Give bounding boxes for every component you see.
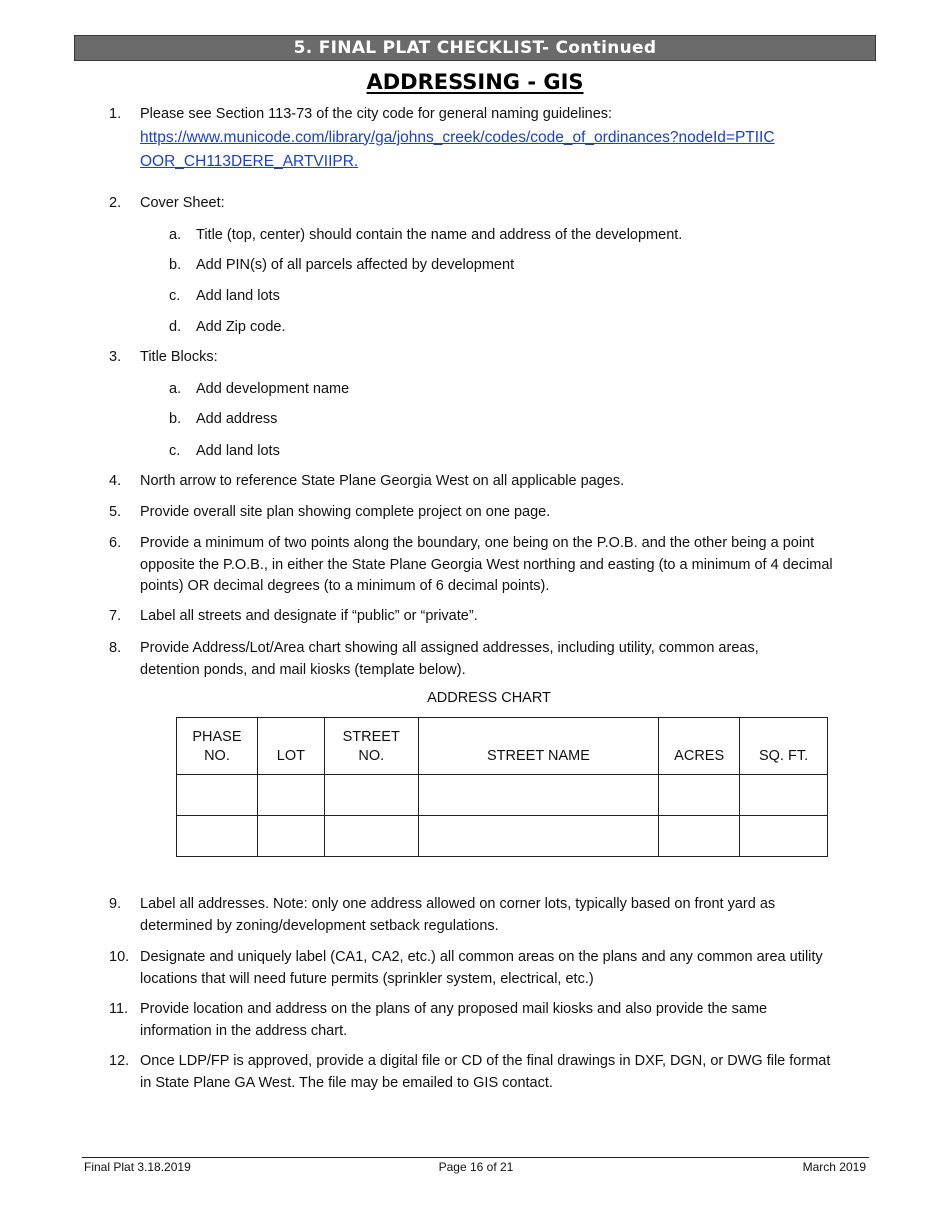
- sub-item-letter: c.: [169, 443, 181, 459]
- table-cell: [324, 816, 418, 857]
- municode-link-continued[interactable]: OOR_CH113DERE_ARTVIIPR.: [140, 152, 359, 170]
- column-header: ACRES: [659, 718, 740, 775]
- table-cell: [324, 775, 418, 816]
- item-text: Title Blocks:: [140, 349, 218, 365]
- sub-item-text: Add PIN(s) of all parcels affected by development: [196, 257, 515, 273]
- item-text: Provide a minimum of two points along the boundary, one being on the P.O.B. and the other being a point opposite the P.O.B., in either the State Plane Georgia West northing and easting (to a minimum of 4 decimal points) OR decimal degrees (to a minimum of 6 decimal points).: [140, 535, 833, 594]
- table-row: [177, 775, 828, 816]
- table-row: [177, 816, 828, 857]
- item-text: Provide overall site plan showing complete project on one page.: [140, 504, 551, 520]
- footer-doc-name: Final Plat 3.18.2019: [84, 1160, 191, 1174]
- item-text: Designate and uniquely label (CA1, CA2, etc.) all common areas on the plans and any common area utility locations that will need future permits (sprinkler system, electrical, etc.): [140, 949, 823, 987]
- column-header: STREET NAME: [418, 718, 659, 775]
- item-number: 12.: [109, 1053, 130, 1069]
- sub-item-letter: b.: [169, 257, 182, 273]
- address-chart-table: [176, 717, 828, 857]
- sub-item-letter: b.: [169, 411, 182, 427]
- item-text: Cover Sheet:: [140, 195, 225, 211]
- table-cell: [740, 816, 828, 857]
- item-text: Once LDP/FP is approved, provide a digital file or CD of the final drawings in DXF, DGN, or DWG file format in State Plane GA West. The file may be emailed to GIS contact.: [140, 1053, 831, 1091]
- item-text: Provide Address/Lot/Area chart showing all assigned addresses, including utility, common areas, detention ponds, and mail kiosks (template below).: [140, 640, 759, 678]
- municode-link[interactable]: https://www.municode.com/library/ga/johns_creek/codes/code_of_ordinances?nodeId=PTIIC: [140, 128, 775, 146]
- table-cell: [659, 775, 740, 816]
- footer-page-number: Page 16 of 21: [438, 1160, 514, 1174]
- item-text: Provide location and address on the plans of any proposed mail kiosks and also provide the same information in the address chart.: [140, 1001, 768, 1039]
- address-chart-caption: ADDRESS CHART: [427, 690, 551, 706]
- column-header: PHASE NO.: [177, 718, 258, 775]
- sub-item-text: Title (top, center) should contain the name and address of the development.: [196, 227, 683, 243]
- sub-item-letter: d.: [169, 319, 182, 335]
- item-number: 7.: [109, 608, 122, 624]
- item-number: 5.: [109, 504, 122, 520]
- table-cell: [418, 816, 659, 857]
- table-cell: [418, 775, 659, 816]
- table-cell: [177, 775, 258, 816]
- table-cell: [257, 816, 324, 857]
- column-header: SQ. FT.: [740, 718, 828, 775]
- footer-divider: [82, 1157, 869, 1158]
- item-text: Label all streets and designate if “public” or “private”.: [140, 608, 478, 624]
- sub-item-letter: c.: [169, 288, 181, 304]
- item-number: 2.: [109, 195, 122, 211]
- sub-item-text: Add Zip code.: [196, 319, 286, 335]
- table-cell: [740, 775, 828, 816]
- item-number: 3.: [109, 349, 122, 365]
- item-number: 10.: [109, 949, 130, 965]
- sub-item-text: Add address: [196, 411, 278, 427]
- table-cell: [257, 775, 324, 816]
- item-number: 9.: [109, 896, 122, 912]
- section-banner: 5. FINAL PLAT CHECKLIST- Continued: [74, 35, 876, 61]
- footer-date: March 2019: [802, 1160, 866, 1174]
- page-title: ADDRESSING - GIS: [366, 70, 584, 94]
- table-cell: [177, 816, 258, 857]
- item-number: 4.: [109, 473, 122, 489]
- item-number: 6.: [109, 535, 122, 551]
- item-number: 8.: [109, 640, 122, 656]
- column-header: LOT: [257, 718, 324, 775]
- item-text: Please see Section 113-73 of the city code for general naming guidelines:: [140, 106, 613, 122]
- sub-item-text: Add land lots: [196, 288, 280, 304]
- item-number: 1.: [109, 106, 122, 122]
- item-text: Label all addresses. Note: only one address allowed on corner lots, typically based on front yard as determined by zoning/development setback regulations.: [140, 896, 776, 934]
- sub-item-text: Add land lots: [196, 443, 280, 459]
- item-number: 11.: [109, 1001, 129, 1017]
- item-text: North arrow to reference State Plane Georgia West on all applicable pages.: [140, 473, 625, 489]
- table-header-row: [177, 718, 828, 775]
- column-header: STREET NO.: [324, 718, 418, 775]
- sub-item-letter: a.: [169, 381, 182, 397]
- table-cell: [659, 816, 740, 857]
- sub-item-text: Add development name: [196, 381, 350, 397]
- sub-item-letter: a.: [169, 227, 182, 243]
